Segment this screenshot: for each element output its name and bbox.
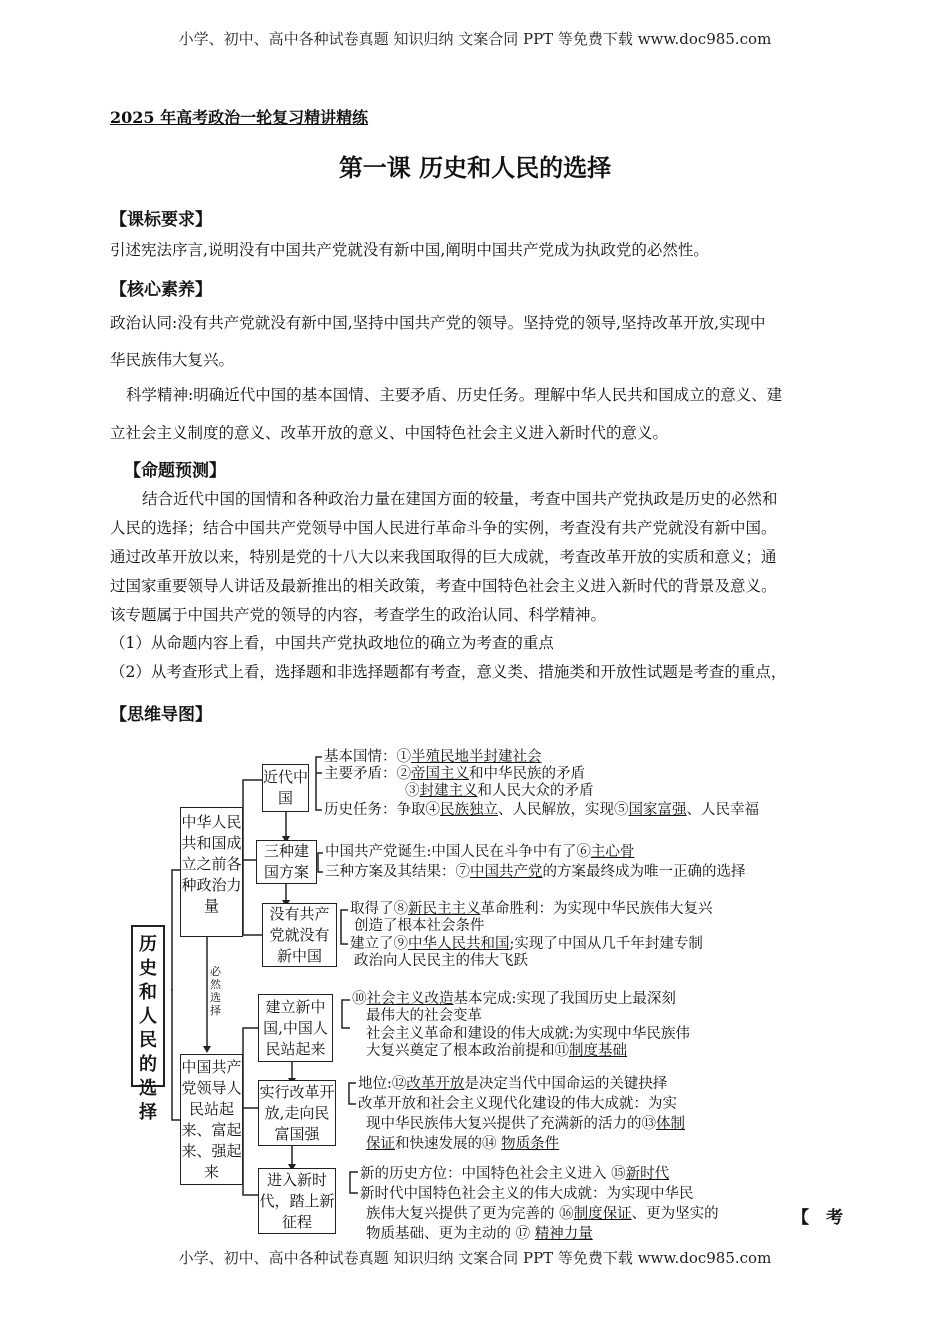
node-jinru: 进入新时代，踏上新征程	[258, 1168, 336, 1234]
node-meiyou: 没有共产党就没有新中国	[262, 903, 337, 967]
jianli-line-a1: ⑩社会主义改造基本完成:实现了我国历史上最深刻	[352, 991, 676, 1007]
mindmap-link-label: 必然选择	[210, 965, 221, 1017]
hexin-p2-line2: 立社会主义制度的意义、改革开放的意义、中国特色社会主义进入新时代的意义。	[110, 424, 669, 442]
jindai-line-maodun2: ③封建主义和人民大众的矛盾	[405, 783, 594, 799]
mingti-line7: （2）从考查形式上看，选择题和非选择题都有考查，意义类、措施类和开放性试题是考查的重点，	[110, 663, 787, 681]
hexin-p2-line1: 科学精神:明确近代中国的基本国情、主要矛盾、历史任务。理解中华人民共和国成立的意义、建	[126, 386, 783, 404]
shixing-line-a1: 地位:⑫改革开放是决定当代中国命运的关键抉择	[358, 1076, 668, 1092]
mingti-line2: 人民的选择；结合中国共产党领导中国人民进行革命斗争的实例，考查没有共产党就没有新中国。	[110, 519, 777, 537]
jinru-line-b3: 物质基础、更为主动的 ⑰ 精神力量	[366, 1226, 593, 1242]
sanzhong-line-fangan: 三种方案及其结果：⑦中国共产党的方案最终成为唯一正确的选择	[325, 864, 746, 880]
shixing-line-b3: 保证和快速发展的⑭ 物质条件	[366, 1136, 560, 1152]
hexin-p1-line1: 政治认同:没有共产党就没有新中国,坚持中国共产党的领导。坚持党的领导,坚持改革开放,实现中	[110, 314, 766, 332]
mingti-line6: （1）从命题内容上看，中国共产党执政地位的确立为考查的重点	[110, 634, 554, 652]
section-heading-siwei: 【思维导图】	[110, 705, 212, 725]
kebiao-text: 引述宪法序言,说明没有中国共产党就没有新中国,阐明中国共产党成为执政党的必然性。	[110, 241, 709, 259]
node-shixing: 实行改革开放,走向民富国强	[258, 1080, 336, 1146]
meiyou-line-a2: 创造了根本社会条件	[354, 918, 485, 934]
mindmap-branch1: 中华人民共和国成立之前各种政治力量	[180, 807, 243, 937]
jianli-line-b1: 社会主义革命和建设的伟大成就:为实现中华民族伟	[366, 1026, 690, 1042]
jianli-line-a2: 最伟大的社会变革	[366, 1008, 482, 1024]
meiyou-line-b1: 建立了⑨中华人民共和国;实现了中国从几千年封建专制	[350, 936, 703, 952]
mingti-line5: 该专题属于中国共产党的领导的内容，考查学生的政治认同、科学精神。	[110, 606, 607, 624]
doc-subtitle: 2025 年高考政治一轮复习精讲精练	[110, 108, 369, 127]
jindai-line-renwu: 历史任务：争取④民族独立、人民解放，实现⑤国家富强、人民幸福	[324, 802, 759, 818]
page-header: 小学、初中、高中各种试卷真题 知识归纳 文案合同 PPT 等免费下载 www.doc985.com	[178, 30, 772, 48]
mingti-line4: 过国家重要领导人讲话及最新推出的相关政策，考查中国特色社会主义进入新时代的背景及意义。	[110, 577, 777, 595]
jinru-line-b2: 族伟大复兴提供了更为完善的 ⑯制度保证、更为坚实的	[366, 1206, 719, 1222]
section-heading-kebiao: 【课标要求】	[110, 210, 212, 230]
node-jianli: 建立新中国,中国人民站起来	[258, 994, 333, 1062]
page-title: 第一课 历史和人民的选择	[338, 154, 612, 182]
hexin-p1-line2: 华民族伟大复兴。	[110, 351, 235, 369]
section-heading-hexin: 【核心素养】	[110, 280, 212, 300]
node-jindai: 近代中国	[262, 764, 309, 812]
mindmap-root: 历史和人民的选择	[131, 925, 165, 1087]
mingti-line3: 通过改革开放以来，特别是党的十八大以来我国取得的巨大成就，考查改革开放的实质和意义；通	[110, 548, 777, 566]
jianli-line-b2: 大复兴奠定了根本政治前提和⑪制度基础	[366, 1043, 627, 1059]
trailing-heading: 【 考	[792, 1208, 843, 1228]
meiyou-line-a1: 取得了⑧新民主主义革命胜利：为实现中华民族伟大复兴	[350, 901, 713, 917]
jindai-line-guoqing: 基本国情：①半殖民地半封建社会	[324, 749, 542, 765]
jinru-line-a1: 新的历史方位：中国特色社会主义进入 ⑮新时代	[360, 1166, 670, 1182]
mingti-line1: 结合近代中国的国情和各种政治力量在建国方面的较量，考查中国共产党执政是历史的必然和	[142, 490, 778, 508]
sanzhong-line-dansheng: 中国共产党诞生:中国人民在斗争中有了⑥主心骨	[325, 844, 635, 860]
meiyou-line-b2: 政治向人民民主的伟大飞跃	[354, 953, 528, 969]
jinru-line-b1: 新时代中国特色社会主义的伟大成就：为实现中华民	[360, 1186, 694, 1202]
shixing-line-b1: 改革开放和社会主义现代化建设的伟大成就：为实	[358, 1096, 677, 1112]
mindmap-branch2: 中国共产党领导人民站起来、富起来、强起来	[180, 1054, 243, 1185]
node-sanzhong: 三种建国方案	[256, 840, 317, 884]
section-heading-mingti: 【命题预测】	[124, 461, 226, 481]
jindai-line-maodun1: 主要矛盾：②帝国主义和中华民族的矛盾	[324, 766, 585, 782]
shixing-line-b2: 现中华民族伟大复兴提供了充满新的活力的⑬体制	[366, 1116, 685, 1132]
page-footer: 小学、初中、高中各种试卷真题 知识归纳 文案合同 PPT 等免费下载 www.doc985.com	[178, 1249, 772, 1267]
